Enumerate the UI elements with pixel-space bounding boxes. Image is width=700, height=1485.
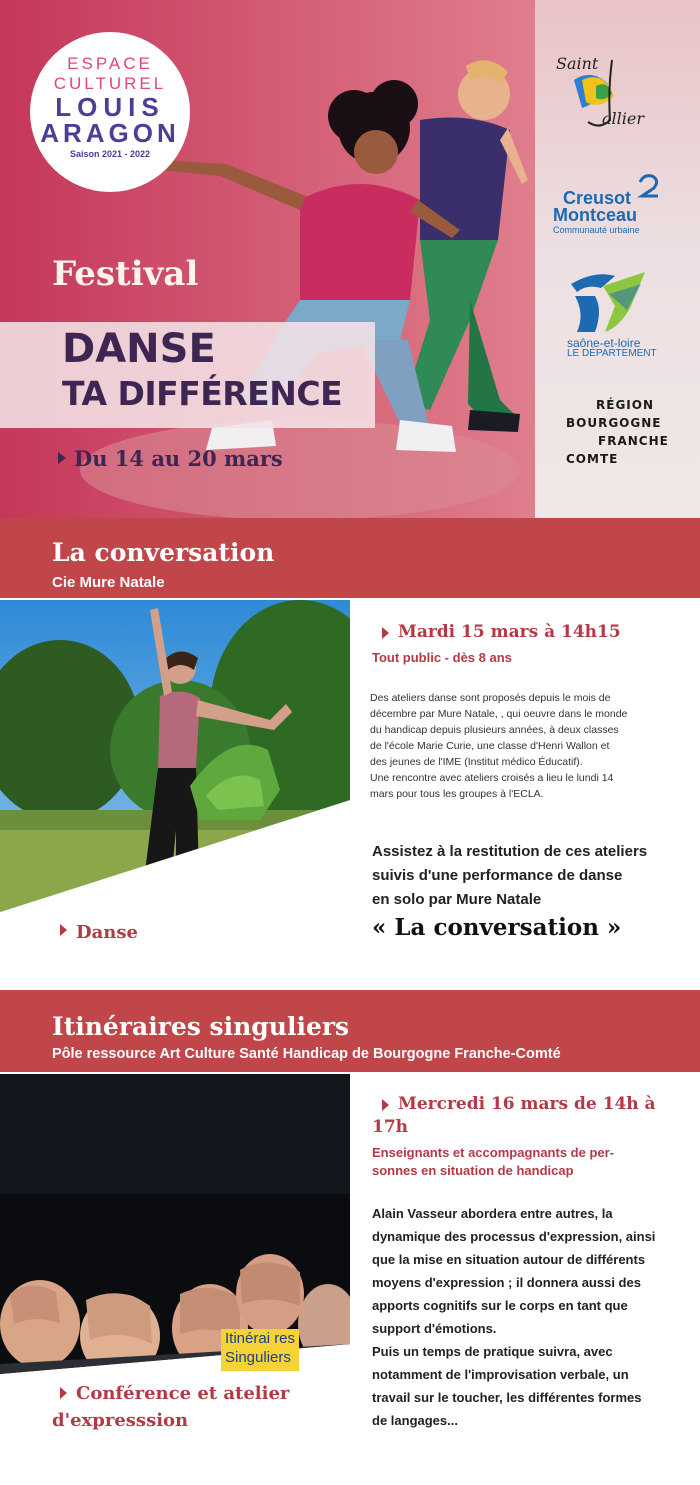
conversation-title: La conversation <box>52 538 275 567</box>
espace-culturel-logo <box>30 32 190 192</box>
conversation-invite-line2: suivis d'une performance de danse <box>372 867 623 884</box>
description-line: support d'émotions. <box>372 1321 497 1336</box>
description-line: de langages... <box>372 1413 458 1428</box>
logo-line-aragon: ARAGON <box>40 118 180 148</box>
arrow-icon <box>382 627 389 639</box>
itineraires-date-line2: 17h <box>372 1117 409 1137</box>
itineraires-organizer: Pôle ressource Art Culture Santé Handicap de Bourgogne Franche-Comté <box>52 1046 561 1062</box>
description-line: Des ateliers danse sont proposés depuis le mois de <box>370 692 611 704</box>
itineraires-audience-line2: sonnes en situation de handicap <box>372 1163 574 1178</box>
arrow-icon <box>60 1387 67 1399</box>
logo-line-culturel: CULTUREL <box>53 74 167 93</box>
logo-line-louis: LOUIS <box>55 92 165 122</box>
saint-vallier-bottom: allier <box>602 109 645 128</box>
conversation-company: Cie Mure Natale <box>52 574 165 591</box>
itineraires-category-line2: d'expresssion <box>52 1410 189 1431</box>
description-line: décembre par Mure Natale, , qui oeuvre dans le monde <box>370 708 628 720</box>
itineraires-audience-line1: Enseignants et accompagnants de per- <box>372 1145 615 1160</box>
festival-label: Festival <box>52 254 199 294</box>
region-line4: COMTE <box>566 452 619 466</box>
description-line: notamment de l'improvisation verbale, un <box>372 1367 629 1382</box>
arrow-icon <box>58 452 66 464</box>
description-line: Une rencontre avec ateliers croisés a lieu le lundi 14 <box>370 772 614 784</box>
festival-title-line2: TA DIFFÉRENCE <box>62 374 343 413</box>
description-line: de l'école Marie Curie, une classe d'Henri Wallon et <box>370 740 610 752</box>
conversation-audience: Tout public - dès 8 ans <box>372 650 512 665</box>
creusot-line3: Communauté urbaine <box>553 225 640 235</box>
conversation-dancer-photo <box>0 600 350 912</box>
description-line: des jeunes de l'IME (Institut médico Éducatif). <box>370 756 583 768</box>
region-line1: RÉGION <box>596 398 654 412</box>
description-line: moyens d'expression ; il donnera aussi des <box>372 1275 641 1290</box>
festival-hero <box>0 0 700 518</box>
saone-et-loire-logo <box>565 266 650 338</box>
logo-line2: Singuliers <box>225 1349 291 1366</box>
description-line: travail sur le toucher, les différentes formes <box>372 1390 642 1405</box>
creusot-line1: Creusot <box>563 188 632 208</box>
description-line: Puis un temps de pratique suivra, avec <box>372 1344 613 1359</box>
creusot-line2: Montceau <box>553 205 638 225</box>
saone-line2: LE DÉPARTEMENT <box>567 348 657 359</box>
conversation-date: Mardi 15 mars à 14h15 <box>398 622 621 642</box>
saint-vallier-top: Saint <box>556 54 599 73</box>
saone-line1: saône-et-loire <box>567 336 641 350</box>
description-line: dynamique des processus d'expression, ainsi <box>372 1229 656 1244</box>
description-line: Alain Vasseur abordera entre autres, la <box>372 1206 613 1221</box>
itineraires-singuliers-logo <box>221 1321 321 1375</box>
arrow-icon <box>382 1099 389 1111</box>
itineraires-title: Itinéraires singuliers <box>52 1012 350 1041</box>
logo-line1: Itinérai res <box>225 1330 296 1347</box>
logo-line-espace: ESPACE <box>67 54 153 73</box>
festival-title-line1: DANSE <box>62 326 216 372</box>
conversation-band <box>0 518 700 598</box>
description-line: mars pour tous les groupes à l'ECLA. <box>370 788 544 800</box>
conversation-invite-line3: en solo par Mure Natale <box>372 891 542 908</box>
description-line: apports cognitifs sur le corps en tant que <box>372 1298 628 1313</box>
itineraires-date-line1: Mercredi 16 mars de 14h à <box>398 1094 656 1114</box>
region-line2: BOURGOGNE <box>566 416 662 430</box>
logo-season: Saison 2021 - 2022 <box>69 149 151 159</box>
creusot-2-icon <box>636 172 662 200</box>
itineraires-category-line1: Conférence et atelier <box>76 1383 290 1404</box>
region-line3: FRANCHE <box>598 434 669 448</box>
festival-dates: Du 14 au 20 mars <box>74 446 283 471</box>
description-line: que la mise en situation autour de différents <box>372 1252 646 1267</box>
conversation-quote: « La conversation » <box>372 914 622 941</box>
arrow-icon <box>60 924 67 936</box>
itineraires-band <box>0 990 700 1072</box>
conversation-category: Danse <box>76 922 138 943</box>
description-line: du handicap depuis plusieurs années, à deux classes <box>370 724 619 736</box>
conversation-invite-line1: Assistez à la restitution de ces ateliers <box>372 843 648 860</box>
